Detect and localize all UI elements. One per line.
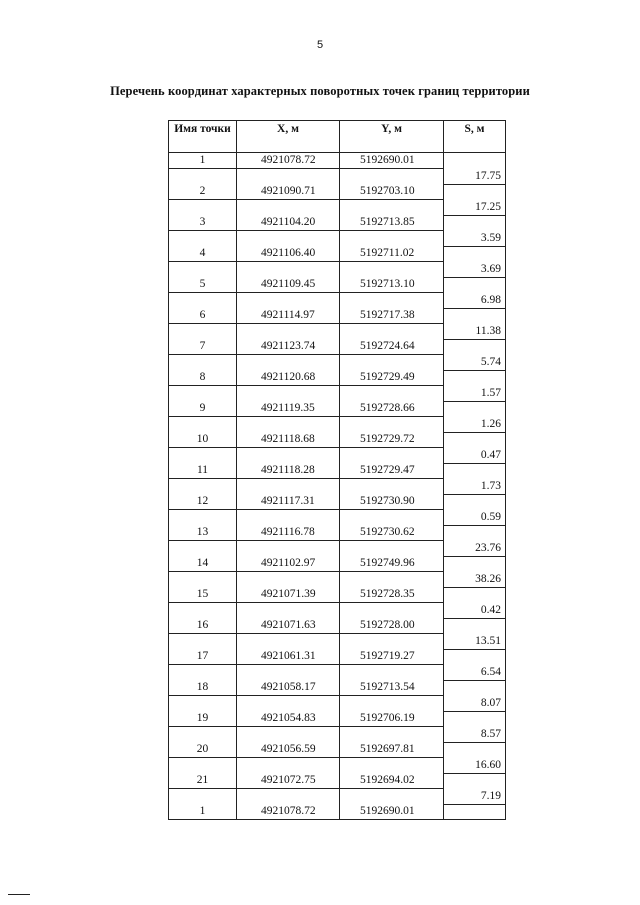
header-s: S, м	[444, 121, 506, 153]
x-coordinate-cell: 4921117.31	[237, 494, 340, 510]
point-name-cell: 12	[169, 494, 237, 510]
point-name-cell: 8	[169, 370, 237, 386]
empty-cell	[237, 758, 340, 774]
empty-cell	[340, 448, 444, 464]
empty-cell	[169, 665, 237, 681]
empty-cell	[444, 711, 506, 727]
table-row	[169, 339, 506, 355]
empty-cell	[237, 572, 340, 588]
y-coordinate-cell: 5192706.19	[340, 711, 444, 727]
table-row	[169, 231, 506, 247]
x-coordinate-cell: 4921054.83	[237, 711, 340, 727]
table-row	[169, 541, 506, 557]
x-coordinate-cell: 4921119.35	[237, 401, 340, 417]
point-name-cell: 16	[169, 618, 237, 634]
empty-cell	[237, 479, 340, 495]
empty-cell	[169, 510, 237, 526]
x-coordinate-cell: 4921118.28	[237, 463, 340, 479]
empty-cell	[169, 324, 237, 340]
empty-cell	[340, 262, 444, 278]
y-coordinate-cell: 5192690.01	[340, 804, 444, 820]
empty-cell	[340, 789, 444, 805]
distance-cell: 3.59	[444, 231, 506, 247]
empty-cell	[444, 215, 506, 231]
empty-cell	[169, 169, 237, 185]
x-coordinate-cell: 4921104.20	[237, 215, 340, 231]
y-coordinate-cell: 5192711.02	[340, 246, 444, 262]
table-row	[169, 200, 506, 216]
x-coordinate-cell: 4921090.71	[237, 184, 340, 200]
x-coordinate-cell: 4921071.63	[237, 618, 340, 634]
empty-cell	[340, 200, 444, 216]
empty-cell	[169, 417, 237, 433]
empty-cell	[169, 355, 237, 371]
y-coordinate-cell: 5192729.49	[340, 370, 444, 386]
empty-cell	[237, 324, 340, 340]
y-coordinate-cell: 5192703.10	[340, 184, 444, 200]
point-name-cell: 15	[169, 587, 237, 603]
empty-cell	[169, 386, 237, 402]
y-coordinate-cell: 5192713.54	[340, 680, 444, 696]
point-name-cell: 6	[169, 308, 237, 324]
distance-cell: 3.69	[444, 262, 506, 278]
table-row	[169, 525, 506, 541]
distance-cell: 0.59	[444, 510, 506, 526]
table-row	[169, 479, 506, 495]
table-row	[169, 215, 506, 231]
page-corner-mark	[8, 894, 30, 895]
x-coordinate-cell: 4921118.68	[237, 432, 340, 448]
empty-cell	[237, 169, 340, 185]
document-title: Перечень координат характерных поворотных точек границ территории	[110, 84, 530, 98]
y-coordinate-cell: 5192729.47	[340, 463, 444, 479]
y-coordinate-cell: 5192717.38	[340, 308, 444, 324]
empty-cell	[444, 556, 506, 572]
x-coordinate-cell: 4921114.97	[237, 308, 340, 324]
empty-cell	[237, 231, 340, 247]
table-row	[169, 370, 506, 386]
distance-cell: 11.38	[444, 324, 506, 340]
empty-cell	[237, 727, 340, 743]
y-coordinate-cell: 5192728.35	[340, 587, 444, 603]
empty-cell	[444, 339, 506, 355]
empty-cell	[237, 448, 340, 464]
table-row	[169, 277, 506, 293]
empty-cell	[444, 153, 506, 169]
table-row	[169, 246, 506, 262]
empty-cell	[169, 200, 237, 216]
empty-cell	[169, 293, 237, 309]
empty-cell	[169, 758, 237, 774]
point-name-cell: 17	[169, 649, 237, 665]
point-name-cell: 1	[169, 804, 237, 820]
distance-cell: 16.60	[444, 758, 506, 774]
distance-cell: 1.26	[444, 417, 506, 433]
x-coordinate-cell: 4921123.74	[237, 339, 340, 355]
empty-cell	[444, 742, 506, 758]
empty-cell	[444, 463, 506, 479]
point-name-cell: 4	[169, 246, 237, 262]
point-name-cell: 18	[169, 680, 237, 696]
table-row	[169, 432, 506, 448]
page-number: 5	[316, 39, 324, 51]
empty-cell	[340, 324, 444, 340]
distance-cell: 1.57	[444, 386, 506, 402]
y-coordinate-cell: 5192729.72	[340, 432, 444, 448]
distance-cell: 8.57	[444, 727, 506, 743]
y-coordinate-cell: 5192724.64	[340, 339, 444, 355]
coordinates-table-body	[169, 153, 506, 820]
table-row	[169, 696, 506, 712]
y-coordinate-cell: 5192728.66	[340, 401, 444, 417]
table-row	[169, 804, 506, 820]
empty-cell	[169, 231, 237, 247]
point-name-cell: 14	[169, 556, 237, 572]
table-row	[169, 494, 506, 510]
empty-cell	[340, 386, 444, 402]
empty-cell	[444, 804, 506, 820]
empty-cell	[444, 649, 506, 665]
distance-cell: 7.19	[444, 789, 506, 805]
empty-cell	[444, 618, 506, 634]
empty-cell	[237, 789, 340, 805]
distance-cell: 8.07	[444, 696, 506, 712]
distance-cell: 0.47	[444, 448, 506, 464]
empty-cell	[237, 665, 340, 681]
table-row	[169, 634, 506, 650]
table-row	[169, 448, 506, 464]
table-row	[169, 603, 506, 619]
empty-cell	[340, 510, 444, 526]
x-coordinate-cell: 4921106.40	[237, 246, 340, 262]
point-name-cell: 21	[169, 773, 237, 789]
empty-cell	[340, 479, 444, 495]
table-row	[169, 463, 506, 479]
table-row	[169, 417, 506, 433]
y-coordinate-cell: 5192697.81	[340, 742, 444, 758]
x-coordinate-cell: 4921072.75	[237, 773, 340, 789]
empty-cell	[237, 603, 340, 619]
point-name-cell: 2	[169, 184, 237, 200]
empty-cell	[169, 262, 237, 278]
empty-cell	[340, 603, 444, 619]
header-point-name: Имя точки	[169, 121, 237, 153]
empty-cell	[169, 603, 237, 619]
empty-cell	[237, 541, 340, 557]
distance-cell: 1.73	[444, 479, 506, 495]
empty-cell	[340, 541, 444, 557]
empty-cell	[237, 510, 340, 526]
empty-cell	[169, 634, 237, 650]
point-name-cell: 3	[169, 215, 237, 231]
distance-cell: 17.75	[444, 169, 506, 185]
empty-cell	[340, 758, 444, 774]
empty-cell	[237, 417, 340, 433]
header-x: X, м	[237, 121, 340, 153]
table-row	[169, 572, 506, 588]
y-coordinate-cell: 5192730.90	[340, 494, 444, 510]
y-coordinate-cell: 5192728.00	[340, 618, 444, 634]
empty-cell	[444, 277, 506, 293]
empty-cell	[340, 572, 444, 588]
empty-cell	[340, 231, 444, 247]
empty-cell	[444, 773, 506, 789]
table-row	[169, 587, 506, 603]
x-coordinate-cell: 4921102.97	[237, 556, 340, 572]
empty-cell	[340, 727, 444, 743]
empty-cell	[169, 727, 237, 743]
y-coordinate-cell: 5192713.85	[340, 215, 444, 231]
empty-cell	[169, 448, 237, 464]
table-row	[169, 355, 506, 371]
y-coordinate-cell: 5192690.01	[340, 153, 444, 169]
table-row	[169, 742, 506, 758]
x-coordinate-cell: 4921056.59	[237, 742, 340, 758]
table-row	[169, 618, 506, 634]
empty-cell	[340, 169, 444, 185]
point-name-cell: 19	[169, 711, 237, 727]
empty-cell	[169, 789, 237, 805]
point-name-cell: 7	[169, 339, 237, 355]
distance-cell: 5.74	[444, 355, 506, 371]
table-row	[169, 386, 506, 402]
y-coordinate-cell: 5192694.02	[340, 773, 444, 789]
empty-cell	[237, 262, 340, 278]
empty-cell	[340, 355, 444, 371]
x-coordinate-cell: 4921120.68	[237, 370, 340, 386]
empty-cell	[237, 293, 340, 309]
point-name-cell: 5	[169, 277, 237, 293]
coordinates-table	[168, 120, 506, 820]
distance-cell: 6.54	[444, 665, 506, 681]
table-row	[169, 789, 506, 805]
distance-cell: 17.25	[444, 200, 506, 216]
table-row	[169, 401, 506, 417]
y-coordinate-cell: 5192749.96	[340, 556, 444, 572]
point-name-cell: 11	[169, 463, 237, 479]
empty-cell	[237, 634, 340, 650]
table-row	[169, 169, 506, 185]
empty-cell	[444, 494, 506, 510]
table-header-row	[169, 121, 506, 153]
x-coordinate-cell: 4921061.31	[237, 649, 340, 665]
empty-cell	[444, 401, 506, 417]
empty-cell	[340, 293, 444, 309]
distance-cell: 13.51	[444, 634, 506, 650]
empty-cell	[340, 417, 444, 433]
table-row	[169, 711, 506, 727]
table-row	[169, 324, 506, 340]
empty-cell	[169, 479, 237, 495]
empty-cell	[444, 525, 506, 541]
empty-cell	[444, 680, 506, 696]
empty-cell	[444, 370, 506, 386]
distance-cell: 38.26	[444, 572, 506, 588]
table-row	[169, 153, 506, 169]
point-name-cell: 9	[169, 401, 237, 417]
header-y: Y, м	[340, 121, 444, 153]
table-row	[169, 649, 506, 665]
y-coordinate-cell: 5192713.10	[340, 277, 444, 293]
empty-cell	[444, 246, 506, 262]
empty-cell	[237, 355, 340, 371]
x-coordinate-cell: 4921109.45	[237, 277, 340, 293]
empty-cell	[237, 386, 340, 402]
y-coordinate-cell: 5192730.62	[340, 525, 444, 541]
table-row	[169, 556, 506, 572]
point-name-cell: 20	[169, 742, 237, 758]
table-row	[169, 680, 506, 696]
x-coordinate-cell: 4921116.78	[237, 525, 340, 541]
empty-cell	[237, 696, 340, 712]
point-name-cell: 13	[169, 525, 237, 541]
point-name-cell: 1	[169, 153, 237, 169]
table-row	[169, 293, 506, 309]
distance-cell: 23.76	[444, 541, 506, 557]
empty-cell	[169, 541, 237, 557]
empty-cell	[444, 308, 506, 324]
x-coordinate-cell: 4921078.72	[237, 804, 340, 820]
distance-cell: 6.98	[444, 293, 506, 309]
empty-cell	[444, 184, 506, 200]
table-row	[169, 510, 506, 526]
table-row	[169, 308, 506, 324]
empty-cell	[340, 665, 444, 681]
empty-cell	[444, 432, 506, 448]
y-coordinate-cell: 5192719.27	[340, 649, 444, 665]
empty-cell	[169, 572, 237, 588]
empty-cell	[237, 200, 340, 216]
x-coordinate-cell: 4921071.39	[237, 587, 340, 603]
x-coordinate-cell: 4921058.17	[237, 680, 340, 696]
table-row	[169, 665, 506, 681]
empty-cell	[169, 696, 237, 712]
distance-cell: 0.42	[444, 603, 506, 619]
empty-cell	[340, 634, 444, 650]
empty-cell	[340, 696, 444, 712]
point-name-cell: 10	[169, 432, 237, 448]
table-row	[169, 773, 506, 789]
table-row	[169, 758, 506, 774]
table-row	[169, 262, 506, 278]
table-row	[169, 727, 506, 743]
empty-cell	[444, 587, 506, 603]
x-coordinate-cell: 4921078.72	[237, 153, 340, 169]
table-row	[169, 184, 506, 200]
